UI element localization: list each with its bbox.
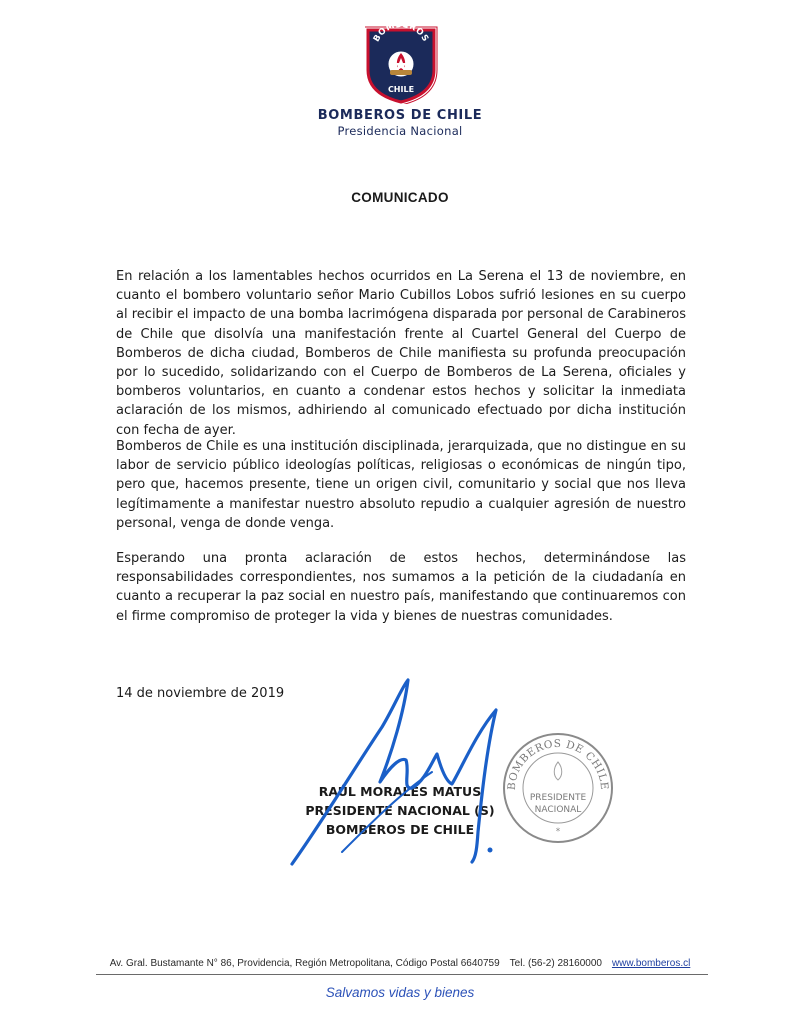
paragraph-1: En relación a los lamentables hechos ocurridos en La Serena el 13 de noviembre, en cuanto el bombero voluntario señor Mario Cubillos Lobos sufrió lesiones en su cuerpo al recibir el impacto de una bomba lacrimógena disparada por personal de Carabineros de Chile que disolvía una manifestación frente al Cuartel General del Cuerpo de Bomberos de dicha ciudad, Bomberos de Chile manifiesta su profunda preocupación por lo sucedido, solidarizando con el Cuerpo de Bomberos de La Serena, oficiales y bomberos voluntarios, en cuanto a condenar estos hechos y solicitar la inmediata aclaración de los mismos, adhiriendo al comunicado efectuado por dicha institución con fecha de ayer. [116,269,686,438]
official-seal [497,728,617,846]
footer-contact [0,958,800,969]
bomberos-chile-logo [362,20,440,104]
footer-slogan: Salvamos vidas y bienes [325,985,475,1000]
footer-divider [96,974,708,975]
handwritten-signature [282,672,512,872]
signatory-block [300,782,500,839]
svg-text:BOMBEROS DE CHILE [506,738,610,791]
footer-website-link[interactable]: www.bomberos.cl [611,958,691,969]
footer-address: Av. Gral. Bustamante N° 86, Providencia, Región Metropolitana, Código Postal 6640759 [109,958,500,969]
document-title: COMUNICADO [351,190,449,205]
seal-center-line1: PRESIDENTE [529,793,587,803]
organization-subtitle: Presidencia Nacional [337,124,463,138]
footer-phone: Tel. (56-2) 28160000 [509,958,602,969]
signatory-name: RAÚL MORALES MATUS [318,784,482,799]
signatory-position: PRESIDENTE NACIONAL (S) [305,803,495,818]
organization-name: BOMBEROS DE CHILE [317,108,483,123]
seal-ring-text: BOMBEROS DE CHILE [505,737,611,791]
logo-top-text: BOMBEROS [371,20,431,44]
paragraph-3: Esperando una pronta aclaración de estos hechos, determinándose las responsabilidades correspondientes, nos sumamos a la petición de la ciudadanía en cuanto a recuperar la paz social en nuestro país, manifestando que continuaremos con el firme compromiso de proteger la vida y bienes de nuestras comunidades. [116,551,686,624]
document-date: 14 de noviembre de 2019 [116,686,285,701]
svg-text:*: * [555,827,561,837]
signatory-institution: BOMBEROS DE CHILE [325,822,475,837]
logo-bottom-text: CHILE [387,85,415,94]
seal-center-line2: NACIONAL [534,805,582,815]
paragraph-2: Bomberos de Chile es una institución disciplinada, jerarquizada, que no distingue en su labor de servicio público ideologías políticas, religiosas o económicas de ningún tipo, pero que, hacemos presente, tiene un origen civil, comunitario y social que nos lleva legítimamente a manifestar nuestro absoluto repudio a cualquier agresión de nuestro personal, venga de donde venga. [116,439,686,531]
